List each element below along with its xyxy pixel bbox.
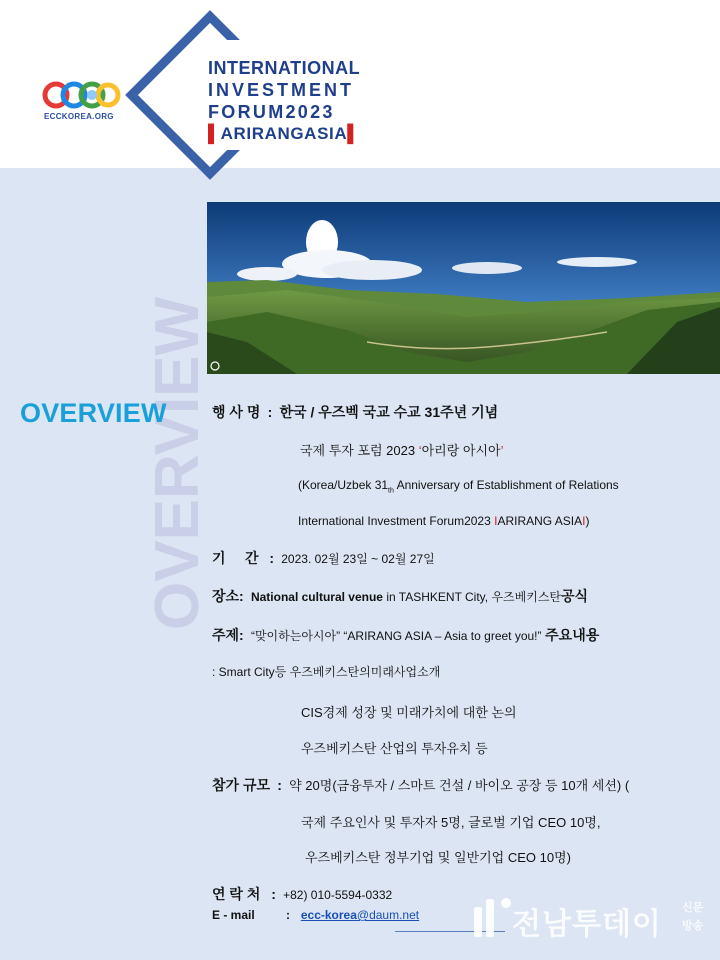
period-value: 2023. 02월 23일 ~ 02월 27일 [281, 552, 435, 566]
scale-colon: : [277, 777, 282, 793]
forum-title [208, 57, 378, 145]
title-line4 [208, 123, 378, 145]
red-bar-left: ▌ [208, 124, 221, 143]
email-link-bold: ecc-korea [300, 908, 357, 922]
contact-row [212, 884, 392, 904]
email-value-row [286, 907, 419, 922]
contact-colon: : [271, 886, 276, 902]
theme-label: 주제: [212, 627, 244, 643]
event-row [212, 402, 498, 422]
theme-line3: CIS경제 성장 및 미래가치에 대한 논의 [301, 705, 517, 720]
event-line2-a: 국제 투자 포럼 2023 [300, 443, 419, 458]
period-label: 기 간 [212, 550, 259, 566]
title-line3: FORUM2023 [208, 102, 335, 122]
title-line1: INTERNATIONAL [208, 58, 361, 78]
venue-bold: National cultural venue [250, 590, 383, 604]
overview-heading: OVERVIEW [20, 398, 167, 428]
theme-main: 주요내용 [545, 627, 600, 643]
watermark-text: OVERVIEW [143, 296, 212, 630]
email-link-rest: @daum.net [356, 908, 420, 922]
email-label: E - mail [212, 908, 255, 922]
email-link[interactable] [301, 908, 419, 922]
scale-label: 참가 규모 [212, 777, 270, 793]
venue-rest: in TASHKENT City, 우즈베키스탄 [382, 590, 562, 604]
scale-line1: 약 20명(금융투자 / 스마트 건설 / 바이오 공장 등 10개 세션) ( [289, 778, 630, 793]
event-line4-bar1: I [494, 514, 498, 528]
press-side2: 방송 [682, 920, 704, 932]
event-quote-close: ’ [500, 443, 504, 458]
venue-row [212, 586, 588, 606]
contact-label: 연 락 처 [212, 886, 261, 902]
period-colon: : [269, 550, 275, 566]
theme-text: “맞이하는아시아” “ARIRANG ASIA – Asia to greet you!” [250, 629, 542, 643]
event-line3-sub: th [388, 487, 394, 495]
event-line2-b: 아리랑 아시아 [421, 443, 501, 458]
event-line4-b: ARIRANG ASIA [497, 514, 583, 528]
red-bar-right: ▌ [347, 124, 360, 143]
press-side1: 신문 [682, 902, 704, 914]
theme-line4: 우즈베키스탄 산업의 투자유치 등 [301, 741, 488, 756]
venue-label: 장소: [212, 588, 244, 604]
title-line4-text: ARIRANGASIA [220, 124, 348, 143]
event-line2 [300, 440, 503, 459]
event-line3-a: (Korea/Uzbek 31 [298, 478, 389, 492]
event-label: 행 사 명 [212, 404, 261, 420]
period-row [212, 548, 435, 568]
scale-row [212, 775, 629, 795]
venue-official: 공식 [561, 588, 589, 604]
press-name: 전남투데이 [512, 908, 662, 941]
event-quote-open: ‘ [418, 443, 422, 458]
title-line2: INVESTMENT [208, 80, 355, 100]
scale-line3: 우즈베키스탄 정부기업 및 일반기업 CEO 10명) [305, 850, 571, 865]
theme-line2: : Smart City등 우즈베키스탄의미래사업소개 [212, 665, 441, 679]
landscape-photo [207, 202, 720, 374]
event-line4-c: ) [585, 514, 590, 528]
scale-line2: 국제 주요인사 및 투자자 5명, 글로벌 기업 CEO 10명, [301, 815, 601, 830]
event-line4-a: International Investment Forum2023 [298, 514, 495, 528]
logo-text: ECCKOREA.ORG [44, 112, 114, 121]
event-title: 한국 / 우즈벡 국교 수교 31주년 기념 [279, 404, 499, 420]
theme-row [212, 625, 599, 645]
press-watermark [470, 893, 710, 943]
event-line4 [298, 514, 590, 528]
email-row [212, 907, 255, 922]
event-line3 [298, 478, 619, 494]
event-colon: : [267, 404, 273, 420]
email-colon: : [286, 908, 290, 922]
contact-phone: +82) 010-5594-0332 [283, 888, 393, 902]
event-line4-bar2: I [582, 514, 586, 528]
event-line3-b: Anniversary of Establishment of Relations [393, 478, 619, 492]
